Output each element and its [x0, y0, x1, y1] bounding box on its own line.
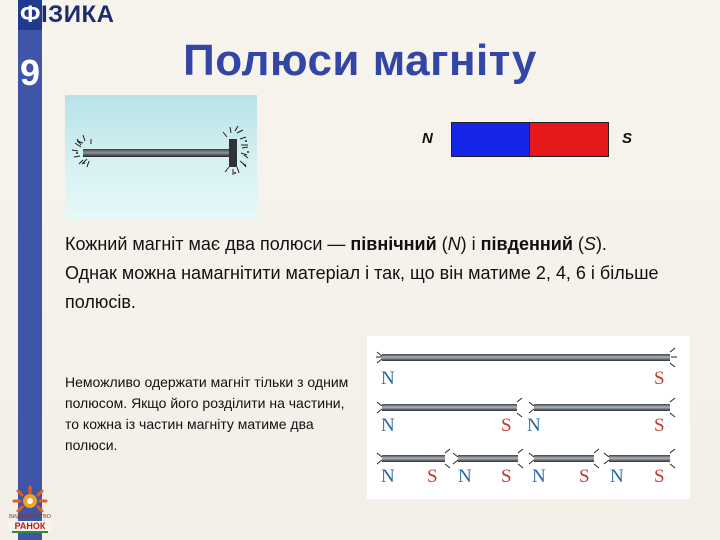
row-1-bar [382, 354, 670, 361]
subject-initial: Ф [20, 1, 41, 28]
row-2-s-2: S [654, 415, 665, 436]
row-3-n-1: N [381, 466, 395, 487]
magnet-split-diagram [367, 336, 690, 499]
row-3-n-2: N [458, 466, 472, 487]
subject-label [20, 3, 114, 27]
row-3-s-2: S [501, 466, 512, 487]
row-3-bar-1 [382, 455, 445, 462]
row-1-magnet [376, 348, 677, 389]
poles-sentence: Кожний магніт має два полюси — північний (N) і південний (S). [65, 234, 607, 254]
north-pole-label: N [422, 130, 433, 147]
south-word: південний [480, 234, 573, 254]
poles-sentence-prefix: Кожний магніт має два полюси — [65, 234, 351, 254]
bar-magnet [451, 122, 609, 157]
bar-magnet-south-half [530, 123, 608, 156]
row-3-bar-3 [534, 455, 594, 462]
north-word: північний [350, 234, 437, 254]
nail-with-filings-image [65, 95, 257, 219]
bar-magnet-north-half [452, 123, 530, 156]
south-pole-label: S [622, 130, 633, 147]
row-3-n-4: N [610, 466, 624, 487]
nail-head [229, 139, 237, 167]
row-2-bar-right [534, 404, 670, 411]
row-3-s-4: S [654, 466, 665, 487]
row-1-n: N [381, 368, 395, 389]
row-1-s: S [654, 368, 665, 389]
row-3-s-1: S [427, 466, 438, 487]
main-text [65, 230, 685, 316]
and-word: і [466, 234, 481, 254]
row-2-n-2: N [527, 415, 541, 436]
publisher-logo [7, 484, 53, 535]
row-2-bar-left [382, 404, 517, 411]
row-2-magnets [377, 398, 675, 436]
row-3-magnets [377, 449, 675, 487]
magnet-split-svg [367, 336, 690, 499]
nail-photo [65, 95, 257, 219]
publisher-underline [12, 531, 48, 533]
publisher-motto: ВИДАВНИЦТВО [9, 514, 51, 520]
side-explanation: Неможливо одержати магніт тільки з одним полюсом. Якщо його розділити на частини, то кожна із частин магніту матиме два полюси. [65, 374, 349, 453]
row-3-bar-2 [458, 455, 518, 462]
row-3-n-3: N [532, 466, 546, 487]
row-2-n-1: N [381, 415, 395, 436]
sun-icon [14, 487, 46, 511]
row-3-s-3: S [579, 466, 590, 487]
south-symbol: S [583, 234, 596, 254]
publisher-name: РАНОК [14, 521, 46, 531]
nail-shaft [83, 149, 235, 157]
publisher-logo-svg [7, 484, 53, 535]
north-symbol: N [447, 234, 461, 254]
row-2-s-1: S [501, 415, 512, 436]
row-3-bar-4 [609, 455, 670, 462]
grade-number: 9 [19, 52, 41, 93]
page-title: Полюси магніту [183, 36, 537, 85]
multipole-sentence: Однак можна намагнітити матеріал і так, що він матиме 2, 4, 6 і більше полюсів. [65, 262, 659, 312]
subject-rest: ІЗИКА [40, 1, 115, 28]
